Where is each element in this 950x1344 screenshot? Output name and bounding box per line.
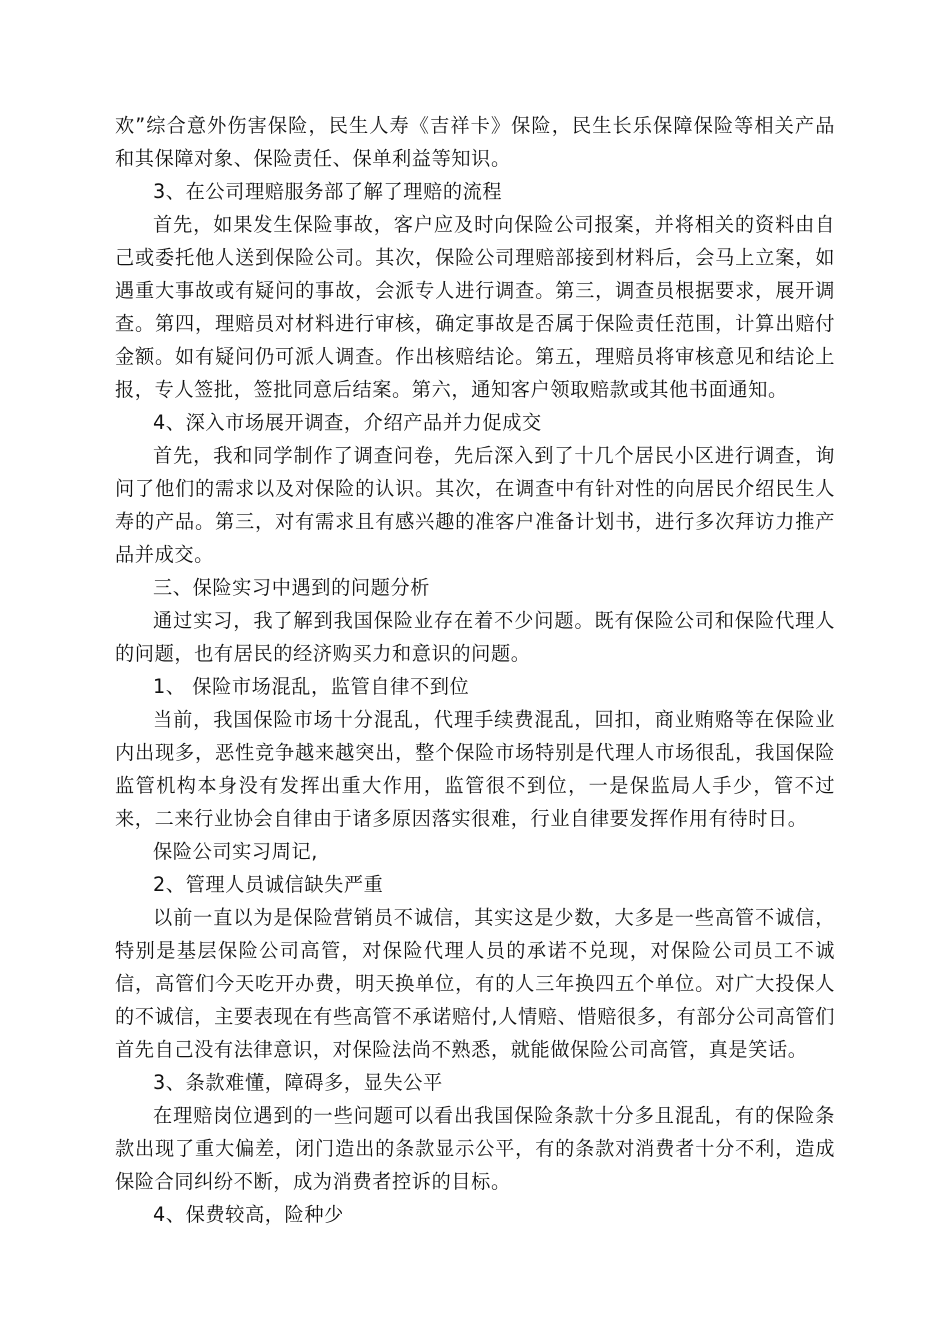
- paragraph: 当前，我国保险市场十分混乱，代理手续费混乱，回扣，商业贿赂等在保险业内出现多，恶性竞争越来越突出，整个保险市场特别是代理人市场很乱，我国保险监管机构本身没有发挥出重大作用，监管很不到位，一是保监局人手少，管不过来，二来行业协会自律由于诸多原因落实很难，行业自律要发挥作用有待时日。: [115, 708, 835, 830]
- paragraph: 以前一直以为是保险营销员不诚信，其实这是少数，大多是一些高管不诚信，特别是基层保险公司高管，对保险代理人员的承诺不兑现，对保险公司员工不诚信，高管们今天吃开办费，明天换单位，有的人三年换四五个单位。对广大投保人的不诚信，主要表现在有些高管不承诺赔付,人情赔、惜赔很多，有部分公司高管们首先自己没有法律意识，对保险法尚不熟悉，就能做保险公司高管，真是笑话。: [115, 906, 835, 1061]
- paragraph: 首先，我和同学制作了调查问卷，先后深入到了十几个居民小区进行调查，询问了他们的需求以及对保险的认识。其次，在调查中有针对性的向居民介绍民生人寿的产品。第三，对有需求且有感兴趣的准客户准备计划书，进行多次拜访力推产品并成交。: [115, 444, 835, 566]
- paragraph: 在理赔岗位遇到的一些问题可以看出我国保险条款十分多且混乱，有的保险条款出现了重大偏差，闭门造出的条款显示公平，有的条款对消费者十分不利，造成保险合同纠纷不断，成为消费者控诉的目标。: [115, 1104, 835, 1193]
- section-heading: 2、管理人员诚信缺失严重: [153, 873, 384, 896]
- section-heading: 4、保费较高，险种少: [153, 1203, 344, 1226]
- paragraph-continued: 欢”综合意外伤害保险，民生人寿《吉祥卡》保险，民生长乐保障保险等相关产品和其保障对象、保险责任、保单利益等知识。: [115, 114, 835, 170]
- section-heading: 1、 保险市场混乱，监管自律不到位: [153, 675, 470, 698]
- document-body: [115, 109, 835, 1231]
- section-heading: 三、保险实习中遇到的问题分析: [153, 576, 431, 599]
- section-heading: 4、深入市场展开调查，介绍产品并力促成交: [153, 411, 542, 434]
- section-heading: 3、条款难懂，障碍多，显失公平: [153, 1071, 443, 1094]
- paragraph: 首先，如果发生保险事故，客户应及时向保险公司报案，并将相关的资料由自己或委托他人送到保险公司。其次，保险公司理赔部接到材料后，会马上立案，如遇重大事故或有疑问的事故，会派专人进行调查。第三，调查员根据要求，展开调查。第四，理赔员对材料进行审核，确定事故是否属于保险责任范围，计算出赔付金额。如有疑问仍可派人调查。作出核赔结论。第五，理赔员将审核意见和结论上报，专人签批，签批同意后结案。第六，通知客户领取赔款或其他书面通知。: [115, 213, 835, 401]
- section-heading: 3、在公司理赔服务部了解了理赔的流程: [153, 180, 503, 203]
- paragraph: 通过实习，我了解到我国保险业存在着不少问题。既有保险公司和保险代理人的问题，也有居民的经济购买力和意识的问题。: [115, 609, 835, 665]
- paragraph: 保险公司实习周记,: [153, 840, 318, 863]
